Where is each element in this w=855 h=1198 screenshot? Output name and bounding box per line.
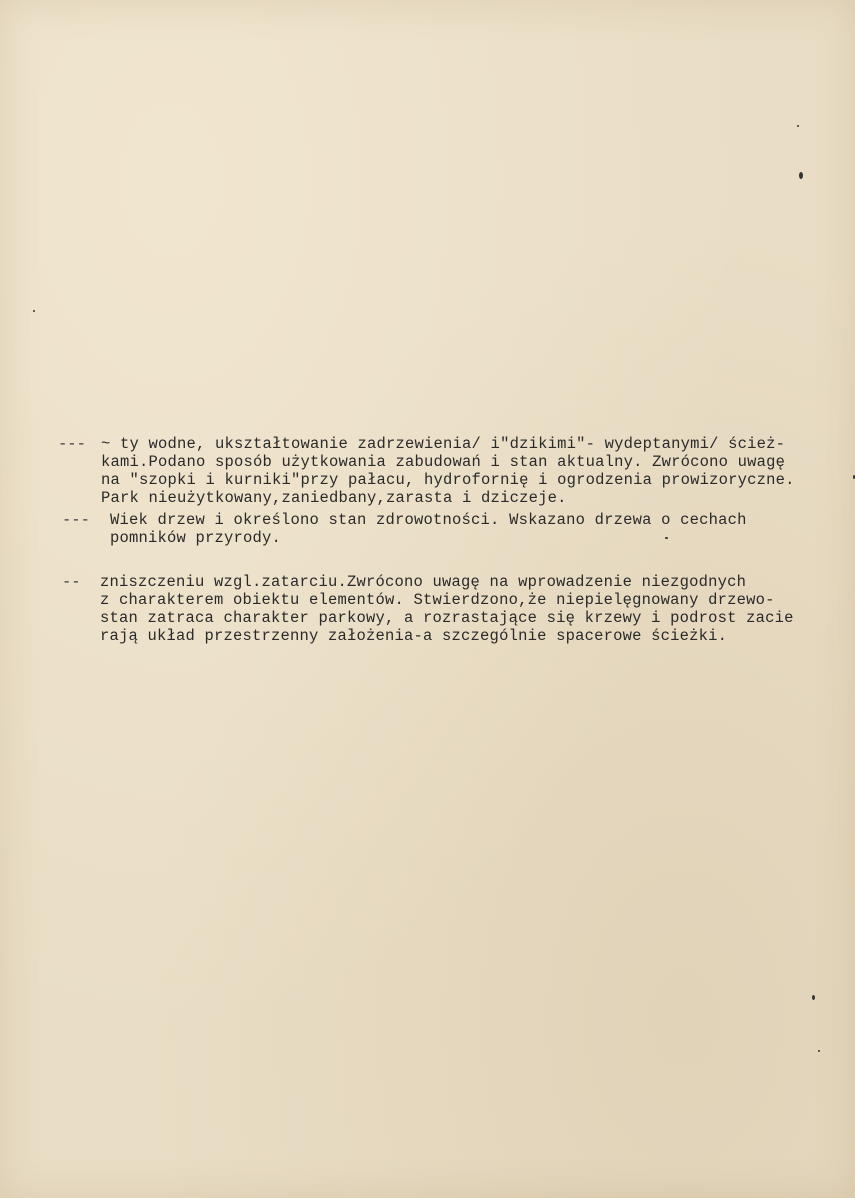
paragraph-1-line-1: ~ ty wodne, ukształtowanie zadrzewienia/ i"dzikimi"- wydeptanymi/ ścież- (101, 435, 786, 453)
paper-speck (797, 125, 799, 127)
paragraph-1-dash: --- (58, 435, 86, 453)
paper-speck (812, 995, 815, 1000)
paragraph-2-line-2: pomników przyrody. (110, 529, 282, 547)
paragraph-1-line-4: Park nieużytkowany,zaniedbany,zarasta i dziczeje. (101, 489, 567, 507)
paper-speck (818, 1050, 820, 1052)
paragraph-2-dash: --- (62, 511, 90, 529)
paragraph-3-line-3: stan zatraca charakter parkowy, a rozrastające się krzewy i podrost zacie (100, 609, 794, 627)
paragraph-3-line-1: zniszczeniu wzgl.zatarciu.Zwrócono uwagę na wprowadzenie niezgodnych (100, 573, 747, 591)
paragraph-1-line-3: na "szopki i kurniki"przy pałacu, hydrofornię i ogrodzenia prowizoryczne. (101, 471, 795, 489)
paragraph-3-dash: -- (62, 573, 81, 591)
paragraph-3-line-4: rają układ przestrzenny założenia-a szczególnie spacerowe ścieżki. (100, 627, 728, 645)
paragraph-2-line-1: Wiek drzew i określono stan zdrowotności. Wskazano drzewa o cechach (110, 511, 747, 529)
paragraph-3-line-2: z charakterem obiektu elementów. Stwierdzono,że niepielęgnowany drzewo- (100, 591, 775, 609)
paragraph-1-line-2: kami.Podano sposób użytkowania zabudowań i stan aktualny. Zwrócono uwagę (101, 453, 786, 471)
paper-speck (665, 537, 668, 539)
paper-speck (799, 172, 803, 179)
paper-speck (33, 310, 35, 312)
